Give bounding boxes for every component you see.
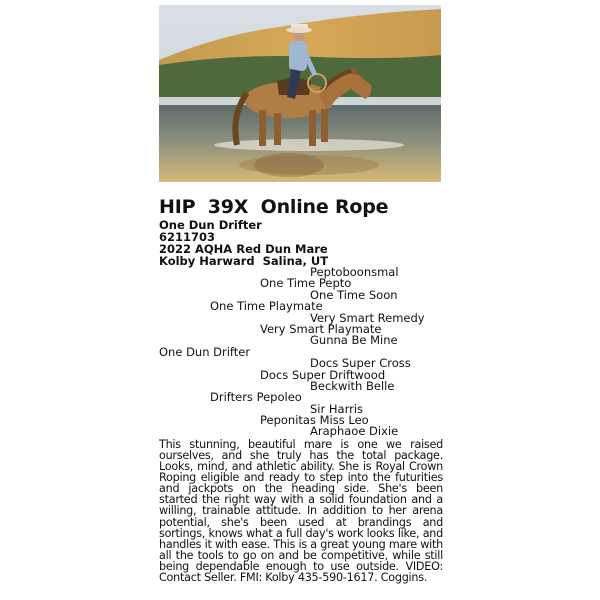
horse-photo: [159, 5, 441, 182]
horse-rider-photo-icon: [159, 5, 441, 182]
pedigree-entry: Araphaoe Dixie: [310, 424, 399, 439]
hip-title: [159, 196, 443, 219]
pedigree-entry: Peponitas Miss Leo: [260, 413, 369, 428]
hip-label: HIP: [159, 196, 196, 218]
pedigree-entry: One Time Soon: [310, 287, 398, 302]
pedigree-entry: Gunna Be Mine: [310, 333, 398, 348]
consignor-line: [159, 255, 443, 267]
pedigree-entry: Very Smart Playmate: [260, 321, 382, 336]
consignor-name: Kolby Harward: [159, 254, 255, 268]
pedigree-entry: Docs Super Cross: [310, 356, 411, 371]
sale-type: Online Rope: [260, 196, 389, 218]
pedigree-entry: One Time Pepto: [260, 276, 352, 291]
pedigree-entry: One Time Playmate: [210, 299, 323, 314]
pedigree-entry: Very Smart Remedy: [310, 310, 425, 325]
horse-name: One Dun Drifter: [159, 218, 262, 232]
hip-number: 39X: [207, 196, 249, 218]
pedigree-entry: Peptoboonsmal: [310, 265, 399, 279]
pedigree: [159, 267, 443, 438]
horse-details: 2022 AQHA Red Dun Mare: [159, 242, 328, 256]
horse-description: This stunning, beautiful mare is one we raised ourselves, and she truly has the total package. Looks, mind, and athletic ability. She is Royal Crown Roping eligible and ready to step into the futurities and jackpots on the heading side. She's been started the right way with a solid foundation and a willing, trainable attitude. In addition to her arena potential, she's been used at brandings and sortings, knows what a full day's work looks like, and handles it with ease. This is a great young mare with all the tools to go on and be competitive, while still being dependable enough to use outside. VIDEO: Contact Seller. FMI: Kolby 435-590-1617. Coggins.: [159, 437, 443, 584]
lot-listing: [159, 196, 443, 583]
consignor-location: Salina, UT: [262, 254, 329, 268]
pedigree-entry: Beckwith Belle: [310, 378, 395, 393]
registration-number: 6211703: [159, 230, 216, 244]
pedigree-entry: Sir Harris: [310, 401, 364, 416]
pedigree-entry: Drifters Pepoleo: [210, 390, 302, 405]
pedigree-entry: One Dun Drifter: [159, 344, 251, 359]
pedigree-entry: Docs Super Driftwood: [260, 367, 386, 382]
